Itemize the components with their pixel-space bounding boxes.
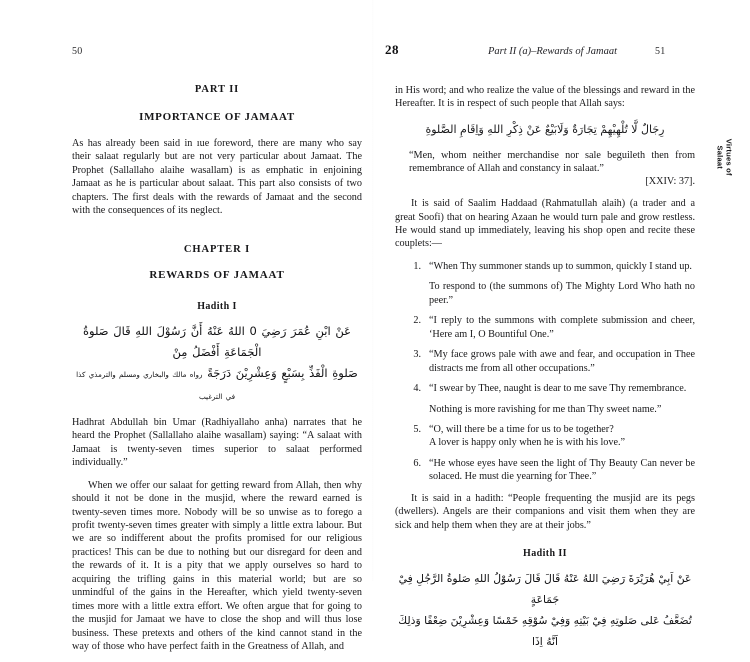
couplet-number: 4. [413,383,421,395]
couplet-line: A lover is happy only when he is with his love.” [429,437,626,449]
intro-paragraph: As has already been said in ıue foreword, there are many who say their salaat regularly but are not very particular about Jamaat. The Prophet (Sallallaho alaihe wasallam) is as emphatic in enjoining Jamaat as he is particular about salaat. This part also consists of two chapters. The first deals with the rewards of Jamaat and the second with the consequences of its neglect. [72,138,362,217]
hadith-1-heading: Hadith I [197,300,237,312]
couplet-line: “I reply to the summons with complete submission and cheer, ‘Here am I, O Bountiful One.” [429,315,695,340]
section-heading: IMPORTANCE OF JAMAAT [139,111,295,123]
couplet-line: “When Thy summoner stands up to summon, quickly I stand up. [429,260,692,272]
couplet-number: 1. [413,260,421,272]
scan-page-marker: 28 [385,42,399,57]
quran-verse-arabic: رِجَالٌ لَّا تُلْهِيْهِمْ تِجَارَةٌ وَلَابَيْعٌ عَنْ ذِكْرِ اللهِ وَاِقَامِ الصَّلوةِ [425,122,665,136]
couplet-number: 3. [413,349,421,361]
couplets-list [395,260,695,484]
couplet-item [413,457,695,484]
saalim-haddaad-paragraph: It is said of Saalim Haddaad (Rahmatullah alaih) (a trader and a great Soofi) that on hearing Azaan he would turn pale and grow restless. He would stand up immediately, leaving his shop open and recite these couplets:— [395,198,695,250]
side-tab-line-1: Virtues of [724,138,734,176]
hadith-1-arabic-line-2 [72,363,362,406]
continued-paragraph: in His word; and who realize the value of the blessings and reward in the Hereafter. It is in respect of such people that Allah says: [395,85,695,110]
couplet-line: “O, will there be a time for us to be together? [429,423,614,435]
folio-left: 50 [72,46,83,57]
couplet-line: Nothing is more ravishing for me than Thy sweet name.” [429,403,662,415]
couplet-number: 5. [413,423,421,435]
hadith-1-arabic-block [72,321,362,406]
chapter-heading: CHAPTER I [183,243,251,255]
hadith-1-attribution: رواه مالك والبخاري ومسلم والترمذي كذا في الترغيب [76,370,236,401]
hadith-1-arabic-line-2-text: صَلوةِ الْفَذِّ بِسَبْعٍ وَعِشْرِيْنَ دَرَجَةً [207,366,358,381]
couplet-item [413,382,695,416]
couplet-number: 6. [413,457,421,469]
couplet-line: “I swear by Thee, naught is dear to me save Thy remembrance. [429,383,687,395]
hadith-1-arabic-line-1: عَنْ ابْنِ عُمَرَ رَضِيَ 0 اللهُ عَنْهُ أَنَّ رَسُوْلَ اللهِ قَالَ صَلوةُ الْجَمَاعَةِ أَفْضَلُ مِنْ [83,323,351,359]
commentary-paragraph: When we offer our salaat for getting reward from Allah, then why should it not be done in the musjid, where the reward earned is twenty-seven times more. Nobody will be so unwise as to forego a profit twenty-seven times greater with simply a little extra labour. But we are so indifferent about the profits promised for our religious practices! This can be due to nothing but our disregard for deen and the rewards of it. It is a pity that we apply ourselves so hard to acquiring the trifling gains in this material world; but are so unmindful of the gains in the Hereafter, which yield twenty-seven times more with a little extra effort. We often argue that for going to the musjid for Jamaat we have to close the shop and will thus lose business. These pretexts and others of the kind cannot stand in the way of those who have perfect faith in the Greatness of Allah, and [72,479,362,653]
hadith-2-heading: Hadith II [523,548,567,560]
quran-reference: [XXIV: 37]. [645,175,695,187]
part-heading: PART II [194,84,240,95]
side-thumb-tab [715,137,734,177]
hadith-musjid-paragraph: It is said in a hadith: “People frequenting the musjid are its pegs (dwellers). Angels are their companions and visit them when they are sick and help them when they are at their jobs.” [395,492,695,531]
couplet-item [413,348,695,375]
quran-translation-block [409,149,695,188]
couplet-item [413,260,695,307]
left-page-column [72,84,362,662]
chapter-title: REWARDS OF JAMAAT [149,268,285,281]
couplet-number: 2. [413,315,421,327]
quran-translation: “Men, whom neither merchandise nor sale beguileth then from remembrance of Allah and constancy in salaat.” [409,149,695,175]
page-gutter [372,0,374,581]
couplet-line: To respond to (the summons of) The Mighty Lord Who hath no peer.” [429,281,695,306]
hadith-2-arabic-line-1: عَنْ اَبِيْ هُرَيْرَةَ رَضِيَ اللهُ عَنْهُ قَالَ قَالَ رَسُوْلُ اللهِ صَلوةُ الرَّجُلِ فِيْ جَمَاعَةٍ [398,572,692,607]
couplet-item [413,423,695,450]
hadith-2-arabic-line-2: تُضَعَّفُ عَلى صَلوتِهِ فِيْ بَيْتِهِ وَفِيْ سُوْقِهِ خَمْسًا وَعِشْرِيْنَ ضِعْفًا وَذلِكَ اَنَّهُ اِذَا [398,614,692,649]
right-page-column [395,84,695,660]
couplet-line: “My face grows pale with awe and fear, and occupation in Thee distracts me from all other occupations.” [429,349,695,374]
side-tab-line-2: Salaat [715,145,724,170]
hadith-1-translation: Hadhrat Abdullah bin Umar (Radhiyallaho anha) narrates that he heard the Prophet (Sallallaho alaihe wasallam) saying: “A salaat with Jamaat is twenty-seven times superior to salaat performed individually.” [72,416,362,469]
running-head: Part II (a)–Rewards of Jamaat [487,46,618,57]
couplet-line: “He whose eyes have seen the light of Thy Beauty Can never be solaced. He must die yearning for Thee.” [429,457,695,483]
couplet-item [413,314,695,341]
folio-right: 51 [655,46,666,57]
